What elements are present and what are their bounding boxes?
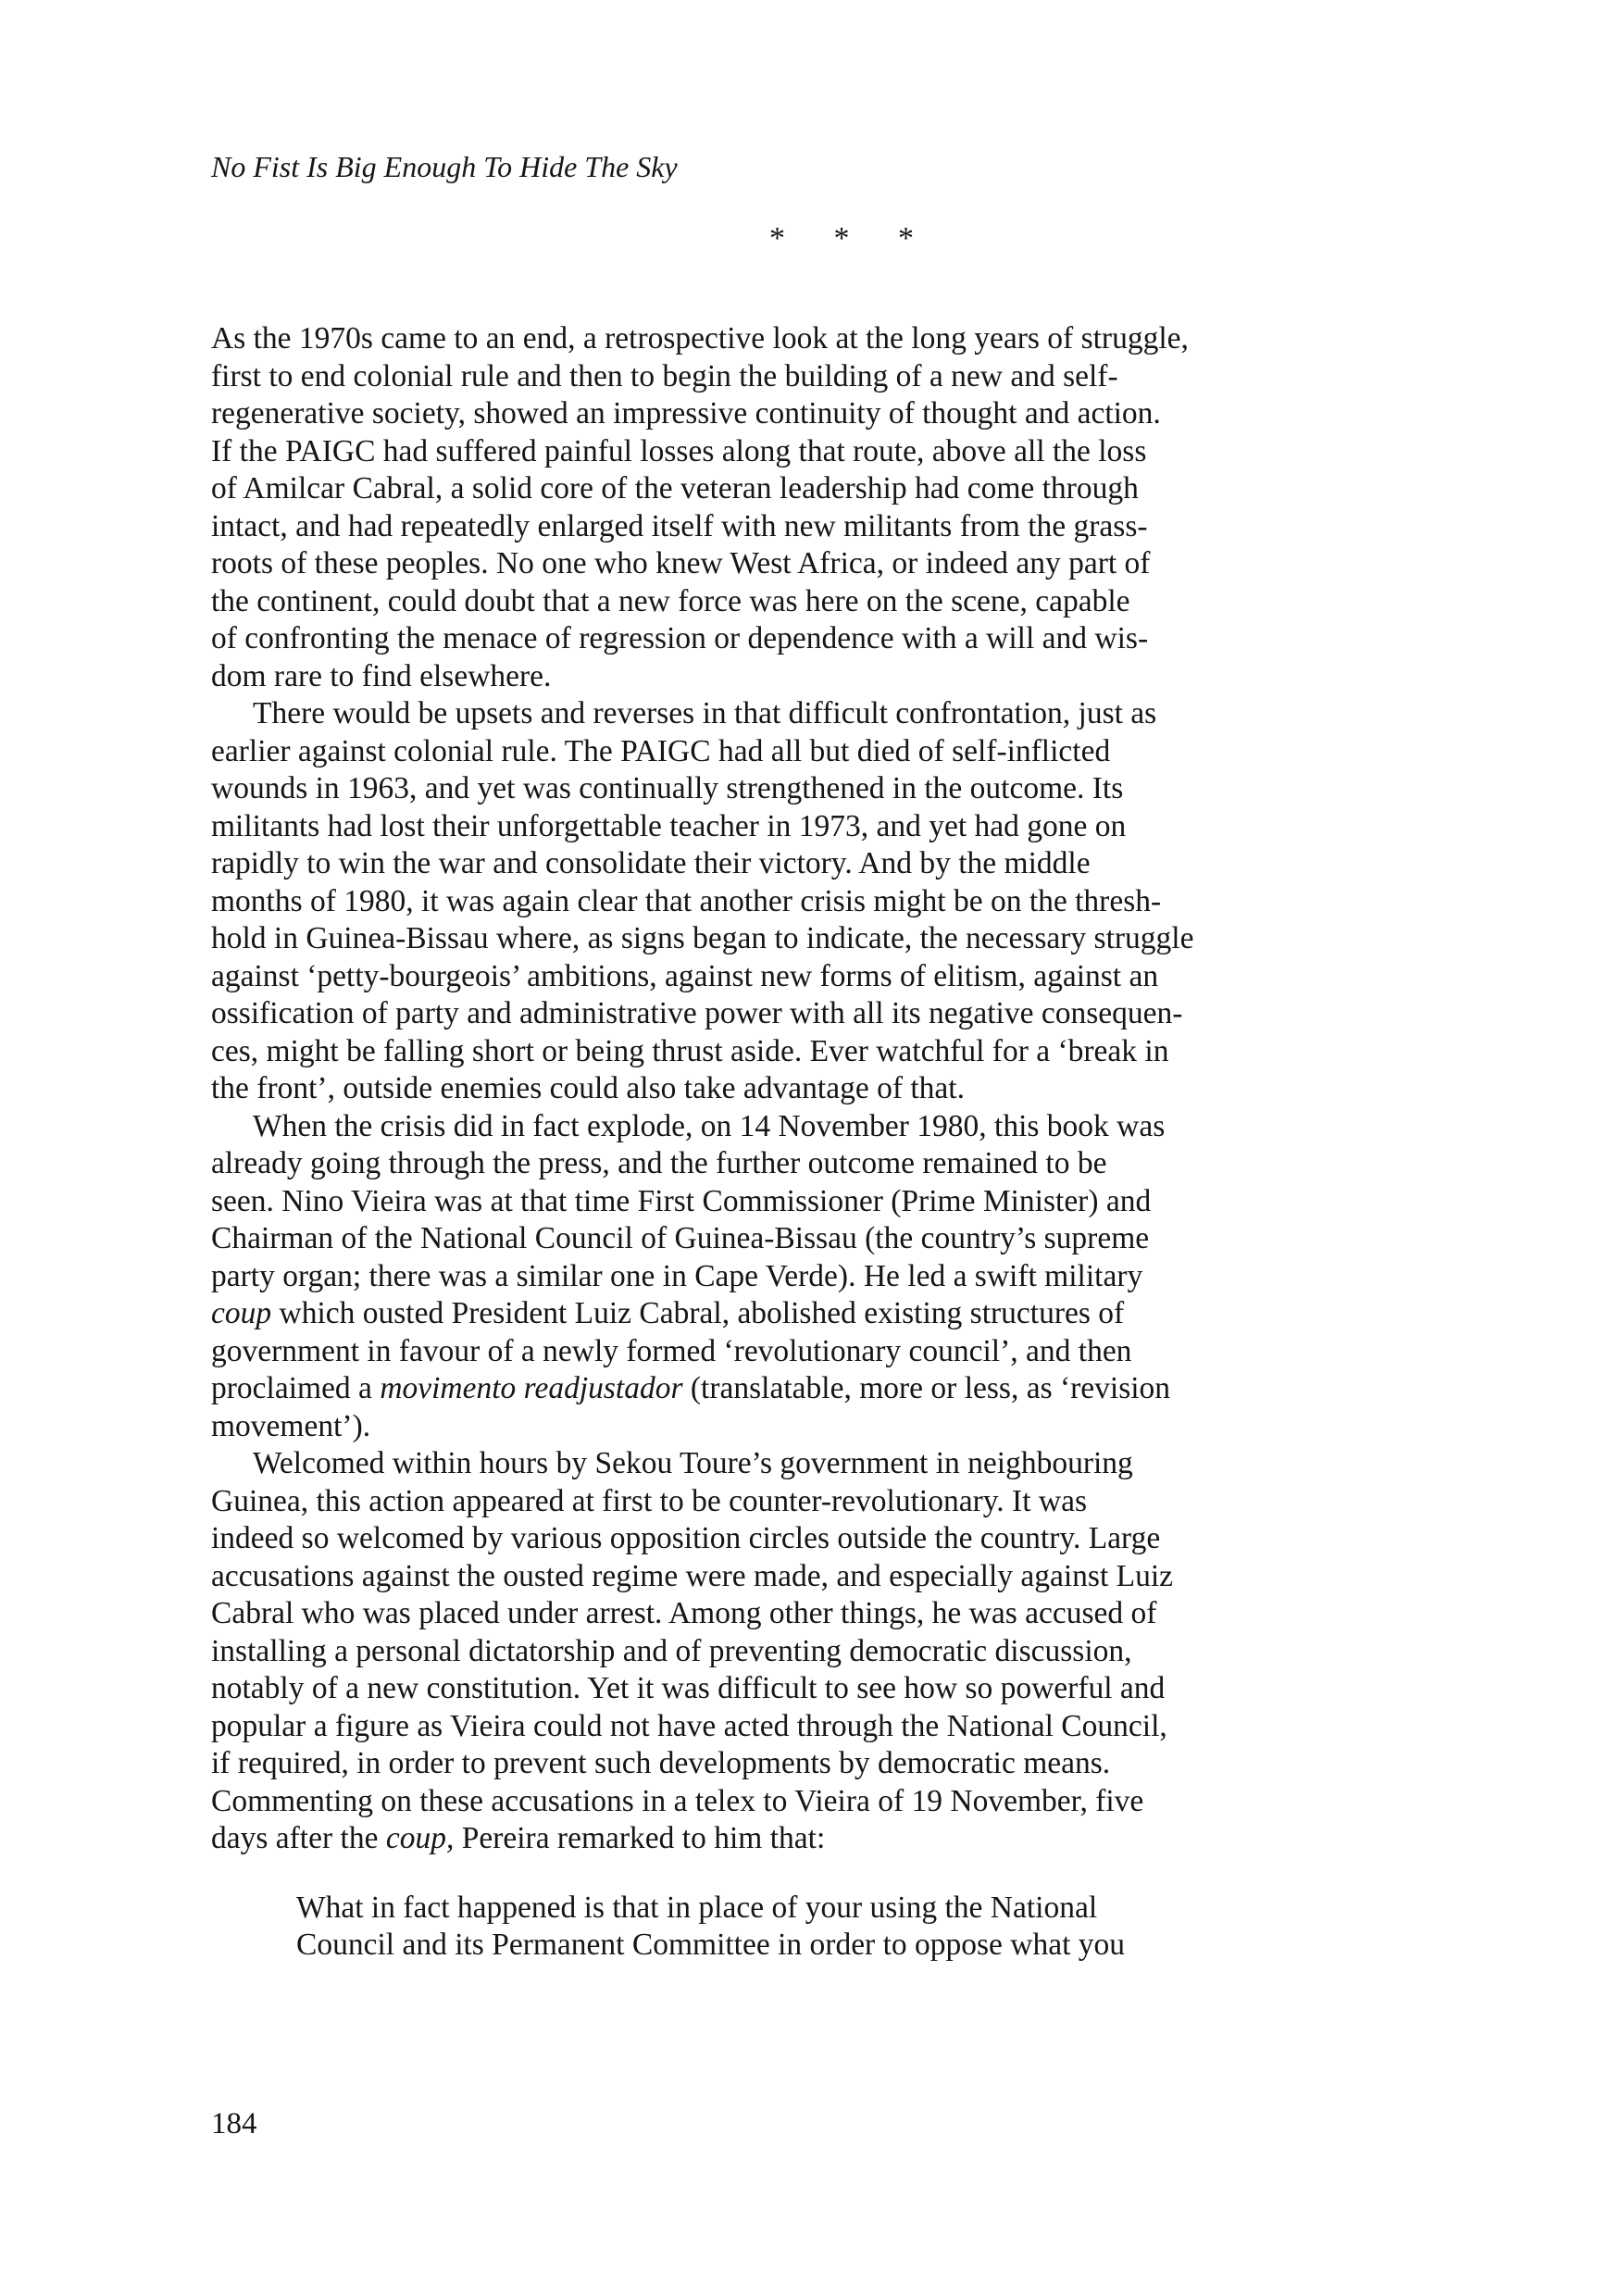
text-line: intact, and had repeatedly enlarged itself with new militants from the grass- bbox=[211, 508, 1148, 543]
text-line: militants had lost their unforgettable teacher in 1973, and yet had gone on bbox=[211, 808, 1127, 843]
paragraph-2 bbox=[211, 695, 1433, 1108]
text-line: accusations against the ousted regime were made, and especially against Luiz bbox=[211, 1558, 1174, 1593]
text-run: which ousted President Luiz Cabral, abolished existing structures of bbox=[271, 1296, 1125, 1330]
text-line: wounds in 1963, and yet was continually strengthened in the outcome. Its bbox=[211, 771, 1124, 805]
paragraph-4 bbox=[211, 1445, 1433, 1858]
text-line: the continent, could doubt that a new force was here on the scene, capable bbox=[211, 583, 1130, 618]
text-line: hold in Guinea-Bissau where, as signs began to indicate, the necessary struggle bbox=[211, 921, 1194, 955]
text-line: of confronting the menace of regression or dependence with a will and wis- bbox=[211, 621, 1149, 655]
running-head: No Fist Is Big Enough To Hide The Sky bbox=[211, 150, 678, 183]
text-line: roots of these peoples. No one who knew West Africa, or indeed any part of bbox=[211, 546, 1151, 580]
text-line: Welcomed within hours by Sekou Toure’s government in neighbouring bbox=[253, 1446, 1133, 1480]
text-line: indeed so welcomed by various opposition circles outside the country. Large bbox=[211, 1521, 1161, 1555]
text-line: party organ; there was a similar one in Cape Verde). He led a swift military bbox=[211, 1258, 1143, 1293]
paragraph-3 bbox=[211, 1108, 1433, 1446]
text-line: As the 1970s came to an end, a retrospective look at the long years of struggle, bbox=[211, 321, 1189, 356]
text-line: installing a personal dictatorship and of preventing democratic discussion, bbox=[211, 1633, 1132, 1668]
paragraph-1 bbox=[211, 320, 1433, 695]
text-line: if required, in order to prevent such developments by democratic means. bbox=[211, 1746, 1111, 1780]
quote-line: What in fact happened is that in place of your using the National bbox=[296, 1890, 1098, 1925]
section-divider: * * * bbox=[769, 221, 934, 256]
text-line: dom rare to find elsewhere. bbox=[211, 658, 552, 693]
italic-term: coup bbox=[211, 1296, 272, 1330]
text-line: earlier against colonial rule. The PAIGC had all but died of self-inflicted bbox=[211, 733, 1111, 768]
text-line: government in favour of a newly formed ‘revolutionary council’, and then bbox=[211, 1333, 1132, 1368]
text-line: first to end colonial rule and then to begin the building of a new and self- bbox=[211, 358, 1118, 393]
text-line: seen. Nino Vieira was at that time First Commissioner (Prime Minister) and bbox=[211, 1183, 1152, 1218]
text-line bbox=[211, 1295, 1433, 1333]
text-line: movement’). bbox=[211, 1408, 371, 1443]
block-spacer bbox=[211, 1858, 1433, 1890]
text-line: If the PAIGC had suffered painful losses along that route, above all the loss bbox=[211, 433, 1147, 468]
text-line: popular a figure as Vieira could not have acted through the National Council, bbox=[211, 1708, 1167, 1743]
text-line: of Amilcar Cabral, a solid core of the veteran leadership had come through bbox=[211, 471, 1139, 505]
text-line: months of 1980, it was again clear that another crisis might be on the thresh- bbox=[211, 883, 1162, 918]
text-run: days after the bbox=[211, 1821, 386, 1855]
text-line: the front’, outside enemies could also take advantage of that. bbox=[211, 1071, 965, 1105]
text-run: (translatable, more or less, as ‘revision bbox=[682, 1371, 1171, 1405]
text-line: ossification of party and administrative power with all its negative consequen- bbox=[211, 996, 1183, 1030]
text-line: Commenting on these accusations in a telex to Vieira of 19 November, five bbox=[211, 1783, 1144, 1818]
italic-term: movimento readjustador bbox=[380, 1371, 683, 1405]
italic-term: coup, bbox=[385, 1821, 455, 1855]
text-line bbox=[211, 1370, 1433, 1408]
text-line: There would be upsets and reverses in that difficult confrontation, just as bbox=[253, 696, 1157, 730]
text-line: already going through the press, and the further outcome remained to be bbox=[211, 1146, 1107, 1180]
quote-line: Council and its Permanent Committee in order to oppose what you bbox=[296, 1928, 1126, 1962]
text-line: regenerative society, showed an impressive continuity of thought and action. bbox=[211, 396, 1161, 430]
text-line: ces, might be falling short or being thrust aside. Ever watchful for a ‘break in bbox=[211, 1033, 1169, 1068]
text-line: Cabral who was placed under arrest. Among other things, he was accused of bbox=[211, 1596, 1157, 1630]
page-number: 184 bbox=[211, 2107, 257, 2140]
text-line: rapidly to win the war and consolidate their victory. And by the middle bbox=[211, 846, 1091, 880]
block-quote bbox=[211, 1890, 1433, 1965]
text-line: When the crisis did in fact explode, on 14 November 1980, this book was bbox=[253, 1108, 1166, 1143]
text-line: Chairman of the National Council of Guinea-Bissau (the country’s supreme bbox=[211, 1221, 1150, 1255]
text-line: notably of a new constitution. Yet it was difficult to see how so powerful and bbox=[211, 1671, 1166, 1705]
text-run: Pereira remarked to him that: bbox=[454, 1821, 826, 1855]
text-line: against ‘petty-bourgeois’ ambitions, against new forms of elitism, against an bbox=[211, 958, 1159, 993]
text-line: Guinea, this action appeared at first to be counter-revolutionary. It was bbox=[211, 1483, 1087, 1518]
text-run: proclaimed a bbox=[211, 1371, 381, 1405]
text-line bbox=[211, 1820, 1433, 1858]
body-text bbox=[211, 320, 1433, 1965]
